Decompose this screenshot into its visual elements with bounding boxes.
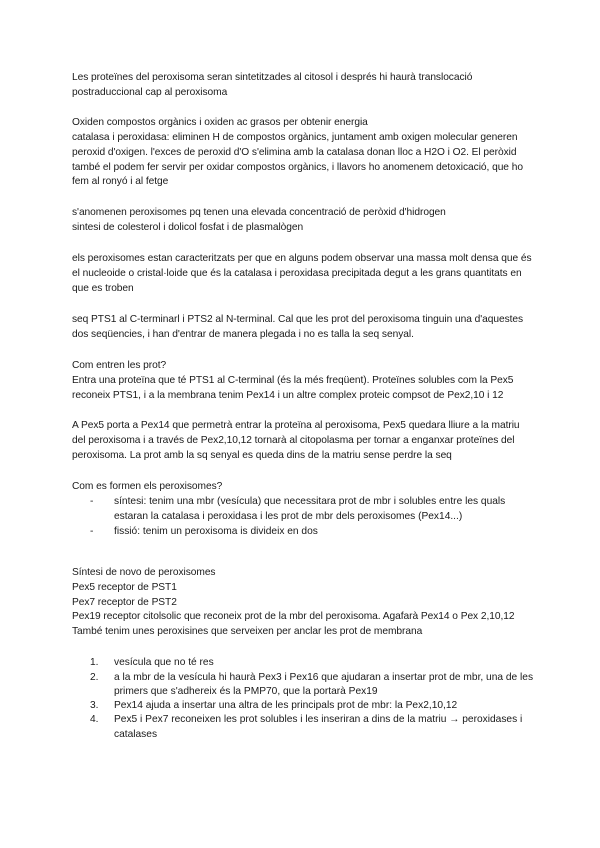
- formation-question: Com es formen els peroxisomes?: [72, 481, 223, 493]
- steps-list: [72, 656, 534, 742]
- signal-sequences-paragraph: seq PTS1 al C-terminarl i PTS2 al N-terminal. Cal que les prot del peroxisoma tinguin una d'aquestes dos seqüencies, i han d'entrar de manera plegada i no es talla la seq senyal.: [72, 313, 524, 340]
- list-item: [90, 495, 534, 525]
- intro-paragraph: Les proteïnes del peroxisoma seran sintetitzades al citosol i després hi haurà translocació postraduccional cap al peroxisoma: [72, 72, 473, 98]
- nucleoid-paragraph: els peroxisomes estan caracteritzats per que en alguns podem observar una massa molt densa que és el nucleoide o cristal·loide que és la catalasa i peroxidasa precipitada degut a les grans quantitats en que es troben: [72, 253, 532, 294]
- entry-question: Com entren les prot?: [72, 359, 167, 371]
- list-item: [90, 525, 534, 540]
- step-text: Pex14 ajuda a insertar una altra de les principals prot de mbr: la Pex2,10,12: [114, 700, 458, 712]
- entry-paragraph: Entra una proteïna que té PTS1 al C-terminal (és la més freqüent). Proteïnes solubles com la Pex5 reconeix PTS1, i a la membrana tenim Pex14 i un altre complex proteic compsot de Pex2,10 i 12: [72, 374, 514, 401]
- functions-heading: Oxiden compostos orgànics i oxiden ac grasos per obtenir energia: [72, 116, 368, 128]
- denovo-heading: Síntesi de novo de peroxisomes: [72, 566, 216, 578]
- denovo-line-pex5: Pex5 receptor de PST1: [72, 581, 177, 593]
- step-text: vesícula que no té res: [114, 657, 214, 669]
- list-item: [90, 713, 534, 742]
- list-item: [90, 656, 534, 670]
- step-number: 1.: [90, 657, 99, 669]
- naming-line-2: sintesi de colesterol i dolicol fosfat i de plasmalògen: [72, 222, 304, 234]
- list-item-text: síntesi: tenim una mbr (vesícula) que necessitara prot de mbr i solubles entre les quals estaran la catalasa i peroxidasa i les prot de mbr dels peroxisomes (Pex14...): [114, 496, 506, 522]
- pex5-paragraph: A Pex5 porta a Pex14 que permetrà entrar la proteïna al peroxisoma, Pex5 quedara lliure a la matriu del peroxisoma i a través de Pex2,10,12 tornarà al citopolasma per tornar a enganxar proteïnes del peroxisoma. La prot amb la sq senyal es queda dins de la matriu sense perdre la seq: [72, 420, 520, 462]
- list-item-text: fissió: tenim un peroxisoma is divideix en dos: [114, 525, 318, 537]
- denovo-line-anchors: També tenim unes peroxisines que serveixen per anclar les prot de membrana: [72, 626, 423, 638]
- list-item: [90, 671, 534, 700]
- denovo-line-pex7: Pex7 receptor de PST2: [72, 596, 177, 608]
- denovo-line-pex19: Pex19 receptor citolsolic que reconeix prot de la mbr del peroxisoma. Agafarà Pex14 o Pex 2,10,12: [72, 611, 515, 623]
- step-number: 3.: [90, 700, 99, 712]
- step-number: 2.: [90, 671, 99, 683]
- bullet-dash: -: [90, 496, 94, 508]
- list-item: [90, 699, 534, 713]
- bullet-dash: -: [90, 525, 94, 537]
- step-number: 4.: [90, 714, 99, 726]
- naming-line-1: s'anomenen peroxisomes pq tenen una elevada concentració de peròxid d'hidrogen: [72, 207, 446, 219]
- step-text: a la mbr de la vesícula hi haurà Pex3 i Pex16 que ajudaran a insertar prot de mbr, una de les primers que s'adhereix és la PMP70, que la portarà Pex19: [114, 671, 534, 697]
- functions-paragraph: catalasa i peroxidasa: eliminen H de compostos orgànics, juntament amb oxigen molecular generen peroxid d'oxigen. l'exces de peroxid d'O s'elimina amb la catalasa donan lloc a H2O i O2. El peròxid també el podem fer servir per oxidar compostos orgànics, i llavors ho anomenem detoxicació, que ho fem al ronyó i al fetge: [72, 131, 523, 188]
- formation-list: [72, 495, 534, 540]
- step-text: Pex5 i Pex7 reconeixen les prot solubles i les inseriran a dins de la matriu → peroxidases i catalases: [114, 714, 523, 740]
- document-page: [72, 71, 534, 742]
